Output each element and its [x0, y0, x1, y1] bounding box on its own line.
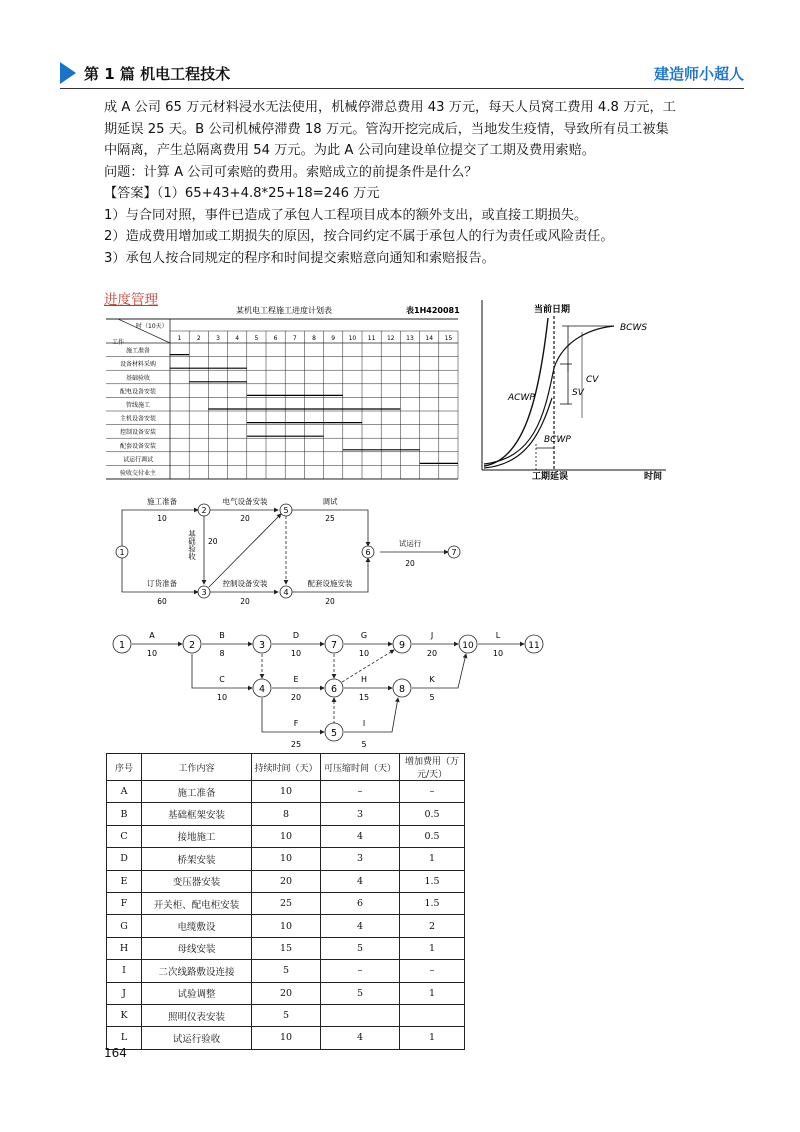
network-node [113, 635, 131, 653]
edge-duration: 5 [361, 740, 367, 749]
gantt-period-label: 5 [254, 335, 259, 342]
edge-duration: 10 [157, 514, 167, 523]
table-cell: 桥架安装 [142, 848, 252, 870]
gantt-task-label: 验收交付业主 [119, 470, 157, 477]
gantt-task-label: 管线施工 [125, 402, 151, 409]
section-title: 进度管理 [104, 292, 158, 308]
col-header: 工作内容 [142, 754, 252, 781]
table-cell: J [107, 982, 142, 1004]
edge-label: 配套设施安装 [307, 579, 353, 588]
table-row [107, 825, 465, 847]
table-cell [321, 1004, 400, 1026]
edge-label: 试运行 [398, 539, 422, 548]
gantt-period-label: 2 [196, 335, 201, 342]
edge-duration: 25 [290, 740, 302, 749]
table-cell: 试验调整 [142, 982, 252, 1004]
cv-label: CV [586, 375, 599, 385]
table-cell: 5 [252, 960, 321, 982]
answer-point-2: 2）造成费用增加或工期损失的原因，按合同约定不属于承包人的行为责任或风险责任。 [104, 229, 614, 244]
answer-line: 【答案】（1）65+43+4.8*25+18=246 万元 [104, 186, 380, 201]
table-row [107, 1004, 465, 1026]
table-cell: – [400, 781, 465, 803]
table-cell: 1 [400, 937, 465, 959]
table-row [107, 960, 465, 982]
edge-label: I [362, 719, 366, 728]
edge-duration: 5 [429, 693, 435, 702]
paragraph-line: 期延误 25 天。B 公司机械停滞费 18 万元。管沟开挖完成后，当地发生疫情，导致所有员工被集 [104, 121, 669, 137]
gantt-period-label: 7 [292, 335, 297, 342]
table-cell: 施工准备 [142, 781, 252, 803]
table-cell: 20 [252, 982, 321, 1004]
edge-duration: 10 [216, 693, 228, 702]
edge-label: J [430, 631, 434, 640]
edge-label: E [293, 675, 299, 684]
network-node [362, 546, 374, 558]
edge-label: 施工准备 [147, 497, 177, 506]
network-node [325, 635, 343, 653]
gantt-task-label: 主机设备安装 [119, 415, 157, 423]
edge-label: K [429, 675, 435, 684]
table-cell: 变压器安装 [142, 870, 252, 892]
table-cell: 1 [400, 1027, 465, 1049]
gantt-period-label: 11 [367, 335, 376, 342]
svg-text:11: 11 [528, 641, 540, 651]
gantt-period-label: 3 [216, 335, 220, 342]
svg-text:1: 1 [118, 640, 126, 651]
page-number: 164 [104, 1046, 127, 1060]
table-cell: 开关柜、配电柜安装 [142, 892, 252, 914]
table-cell: D [107, 848, 142, 870]
table-cell: 25 [252, 892, 321, 914]
svg-text:6: 6 [365, 548, 371, 557]
table-cell: 5 [321, 982, 400, 1004]
work-table [106, 753, 465, 1050]
edge-duration: 8 [219, 649, 225, 658]
edge-duration: 20 [405, 559, 415, 568]
svg-text:8: 8 [398, 684, 406, 695]
svg-text:2: 2 [188, 640, 196, 651]
svg-text:10: 10 [462, 641, 474, 651]
edge-duration: 20 [240, 514, 250, 523]
header-divider [60, 88, 744, 89]
bcws-label: BCWS [620, 323, 648, 333]
svg-text:6: 6 [330, 684, 338, 695]
gantt-period-label: 8 [312, 335, 316, 342]
table-cell: 母线安装 [142, 937, 252, 959]
gantt-task-label: 设备材料采购 [119, 361, 157, 369]
col-header: 持续时间（天） [252, 754, 321, 781]
table-row [107, 982, 465, 1004]
table-cell: 15 [252, 937, 321, 959]
svg-text:7: 7 [451, 548, 457, 557]
time-axis-label: 时间 [644, 472, 663, 480]
network-node [280, 586, 292, 598]
svg-text:9: 9 [398, 640, 406, 651]
table-cell: 10 [252, 915, 321, 937]
table-cell: 0.5 [400, 803, 465, 825]
table-cell [400, 1004, 465, 1026]
table-cell: 电缆敷设 [142, 915, 252, 937]
table-cell: C [107, 825, 142, 847]
edge-duration: 20 [325, 597, 335, 606]
table-row [107, 937, 465, 959]
edge-duration: 20 [240, 597, 250, 606]
table-row [107, 803, 465, 825]
table-cell: 4 [321, 1027, 400, 1049]
network-node [325, 723, 343, 741]
sv-label: SV [572, 388, 584, 398]
svg-text:5: 5 [330, 728, 338, 739]
table-cell: 20 [252, 870, 321, 892]
edge-label: L [495, 631, 501, 640]
svg-text:4: 4 [258, 684, 266, 695]
bcwp-curve [484, 398, 552, 468]
gantt-period-label: 6 [273, 335, 278, 342]
gantt-time-label: 时（10天） [136, 323, 168, 330]
gantt-task-label: 配电设备安装 [119, 388, 157, 396]
table-cell: L [107, 1027, 142, 1049]
network-node [525, 635, 543, 653]
svg-text:4: 4 [283, 588, 289, 597]
delay-label: 工期延误 [532, 472, 569, 480]
gantt-period-label: 12 [386, 335, 395, 342]
edge-duration: 60 [157, 597, 167, 606]
network-node [393, 635, 411, 653]
gantt-period-label: 4 [235, 335, 240, 342]
edge-duration: 20 [290, 693, 302, 702]
edge-label: 调试 [322, 497, 338, 506]
svg-text:7: 7 [330, 640, 338, 651]
bcwp-label: BCWP [544, 435, 571, 445]
table-cell: 5 [321, 937, 400, 959]
table-row [107, 781, 465, 803]
gantt-task-label: 基础验收 [125, 374, 151, 382]
table-cell: 1 [400, 848, 465, 870]
network-node [183, 635, 201, 653]
edge-label: A [149, 631, 155, 640]
table-cell: 基础框架安装 [142, 803, 252, 825]
network-node [393, 679, 411, 697]
table-cell: 1.5 [400, 870, 465, 892]
question-line: 问题：计算 A 公司可索赔的费用。索赔成立的前提条件是什么？ [104, 164, 478, 180]
table-cell: – [321, 781, 400, 803]
table-cell: 4 [321, 870, 400, 892]
network-node [253, 679, 271, 697]
answer-point-3: 3）承包人按合同规定的程序和时间提交索赔意向通知和索赔报告。 [104, 250, 495, 266]
s-curve-chart [474, 298, 674, 480]
edge-label: 订货准备 [147, 579, 177, 588]
table-cell: 1.5 [400, 892, 465, 914]
edge-label: 控制设备安装 [222, 579, 268, 588]
paragraph-line: 中隔离，产生总隔离费用 54 万元。为此 A 公司向建设单位提交了工期及费用索赔。 [104, 143, 595, 158]
gantt-period-label: 1 [177, 335, 182, 342]
table-row [107, 892, 465, 914]
edge-label: 电气设备安装 [222, 497, 268, 506]
gantt-work-label: 工作 [112, 339, 125, 346]
edge-duration: 10 [492, 649, 504, 658]
svg-text:1: 1 [119, 548, 125, 557]
edge-duration: 20 [426, 649, 438, 658]
brand-name: 建造师小超人 [653, 65, 744, 83]
network-diagram-2 [108, 628, 553, 750]
table-cell: 4 [321, 915, 400, 937]
table-cell: 二次线路敷设连接 [142, 960, 252, 982]
chapter-title: 第 1 篇 机电工程技术 [84, 65, 231, 83]
edge-label: C [219, 675, 225, 684]
paragraph-line: 成 A 公司 65 万元材料浸水无法使用，机械停滞总费用 43 万元，每天人员窝工费用 4.8 万元，工 [104, 100, 676, 115]
col-header: 可压缩时间（天） [321, 754, 400, 781]
table-cell: 5 [252, 1004, 321, 1026]
gantt-table-no: 表1H420081 [406, 306, 460, 315]
table-cell: 8 [252, 803, 321, 825]
network-node [198, 586, 210, 598]
table-cell: 2 [400, 915, 465, 937]
network-node [448, 546, 460, 558]
body-paragraphs [104, 97, 704, 269]
answer-point-1: 1）与合同对照，事件已造成了承包人工程项目成本的额外支出，或直接工期损失。 [104, 207, 588, 223]
edge-label: B [219, 631, 225, 640]
table-cell: G [107, 915, 142, 937]
table-cell: – [400, 960, 465, 982]
table-cell: F [107, 892, 142, 914]
gantt-task-label: 施工准备 [125, 347, 151, 355]
table-cell: A [107, 781, 142, 803]
network-node [459, 635, 477, 653]
network-node [280, 504, 292, 516]
gantt-period-label: 13 [406, 335, 414, 342]
edge-duration: 10 [146, 649, 158, 658]
table-cell: 10 [252, 781, 321, 803]
gantt-period-label: 9 [331, 335, 336, 342]
edge-label: D [292, 631, 300, 640]
svg-text:3: 3 [258, 640, 266, 651]
table-cell: 10 [252, 848, 321, 870]
table-cell: I [107, 960, 142, 982]
network-diagram-1 [110, 490, 470, 610]
table-cell: H [107, 937, 142, 959]
col-header: 序号 [107, 754, 142, 781]
table-header-row [107, 754, 465, 781]
edge-label: 基础验收 [187, 530, 197, 560]
network-node [253, 635, 271, 653]
gantt-task-label: 试运行调试 [122, 456, 154, 464]
header-triangle-icon [60, 62, 76, 84]
table-row [107, 848, 465, 870]
table-cell: 接地施工 [142, 825, 252, 847]
gantt-period-label: 14 [425, 335, 434, 342]
table-cell: 0.5 [400, 825, 465, 847]
acwp-curve [484, 318, 548, 466]
table-cell: – [321, 960, 400, 982]
table-row [107, 915, 465, 937]
edge-duration: 10 [358, 649, 370, 658]
network-node [116, 546, 128, 558]
table-cell: 3 [321, 803, 400, 825]
gantt-task-label: 控制设备安装 [119, 429, 157, 437]
table-cell: 10 [252, 825, 321, 847]
gantt-period-label: 10 [348, 335, 357, 342]
current-date-label: 当前日期 [534, 305, 571, 315]
svg-text:3: 3 [201, 588, 207, 597]
acwp-label: ACWP [508, 393, 535, 403]
edge-duration: 15 [358, 693, 370, 702]
col-header: 增加费用（万元/天） [400, 754, 465, 781]
gantt-task-label: 配套设备安装 [119, 442, 157, 450]
gantt-title: 某机电工程施工进度计划表 [236, 306, 332, 315]
table-cell: 照明仪表安装 [142, 1004, 252, 1026]
table-cell: 6 [321, 892, 400, 914]
table-row [107, 1027, 465, 1049]
table-cell: 4 [321, 825, 400, 847]
network-node [325, 679, 343, 697]
table-cell: 试运行验收 [142, 1027, 252, 1049]
table-cell: K [107, 1004, 142, 1026]
table-row [107, 870, 465, 892]
table-cell: 1 [400, 982, 465, 1004]
edge-duration: 20 [208, 537, 218, 546]
table-cell: B [107, 803, 142, 825]
table-cell: 3 [321, 848, 400, 870]
edge-label: H [360, 675, 368, 684]
network-node [198, 504, 210, 516]
table-cell: 10 [252, 1027, 321, 1049]
svg-text:2: 2 [201, 506, 207, 515]
gantt-period-label: 15 [444, 335, 453, 342]
table-cell: E [107, 870, 142, 892]
edge-label: G [360, 631, 368, 640]
edge-label: F [293, 719, 299, 728]
svg-text:5: 5 [283, 506, 289, 515]
edge-duration: 25 [325, 514, 335, 523]
gantt-chart [106, 300, 462, 486]
edge-duration: 10 [290, 649, 302, 658]
